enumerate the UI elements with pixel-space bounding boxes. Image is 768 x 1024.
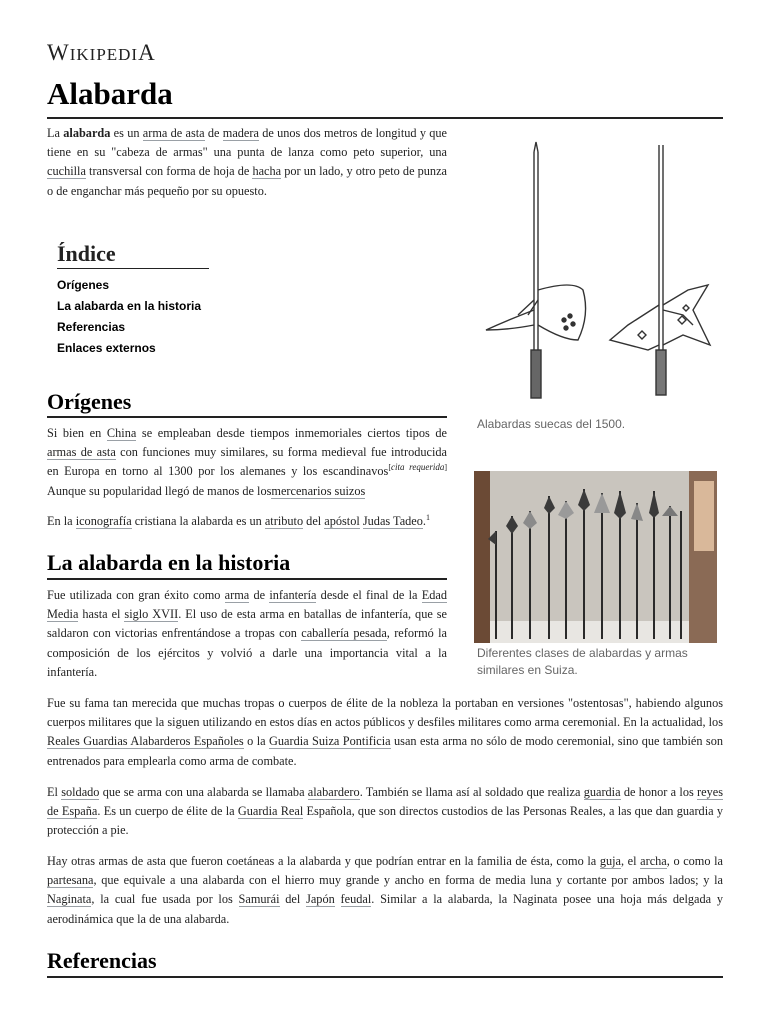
link-reales-guardias-alabarderos[interactable]: Reales Guardias Alabarderos Españoles xyxy=(47,734,244,749)
link-guja[interactable]: guja xyxy=(599,854,621,868)
link-feudal[interactable]: feudal xyxy=(340,892,372,907)
section-heading-historia: La alabarda en la historia xyxy=(47,550,291,575)
section-heading-referencias: Referencias xyxy=(47,948,157,973)
link-edad-media[interactable]: Edad Media xyxy=(47,588,447,622)
link-arma[interactable]: arma xyxy=(224,588,250,602)
origenes-paragraph-1: Si bien en China se empleaban desde tiempos inmemoriales ciertos tipos de armas de asta con funciones muy similares, su forma medieval fue introducida en Europa en torno al 1300 por los alemanes y los escandinavos[cita requerida] Aunque su popularidad llegó de manos de losmercenarios suizos xyxy=(47,426,447,498)
section-heading-origenes: Orígenes xyxy=(47,389,132,414)
halberds-photo-image[interactable] xyxy=(474,471,717,643)
historia-paragraph-1: Fue utilizada con gran éxito como arma de infantería desde el final de la Edad Media hasta el siglo XVII. El uso de esta arma en batallas de infantería, que se saldaron con victorias enfrentándose a tropas con caballería pesada, reformó la composición de los ejércitos y volvió a darle una importancia vital a la infantería. xyxy=(47,588,447,679)
link-samurai[interactable]: Samurái xyxy=(238,892,280,907)
link-guardia-real[interactable]: Guardia Real xyxy=(237,804,304,819)
link-china[interactable]: China xyxy=(106,426,137,440)
reference-1[interactable]: 1 xyxy=(426,512,430,522)
link-infanteria[interactable]: infantería xyxy=(269,588,317,602)
link-arma-de-asta[interactable]: arma de asta xyxy=(142,126,205,140)
link-partesana[interactable]: partesana xyxy=(47,873,94,888)
link-armas-de-asta[interactable]: armas de asta xyxy=(47,445,116,460)
link-guardia-suiza[interactable]: Guardia Suiza Pontificia xyxy=(269,734,391,749)
link-hacha[interactable]: hacha xyxy=(252,164,282,179)
link-apostol[interactable]: apóstol xyxy=(324,514,360,528)
link-siglo-xvii[interactable]: siglo XVII xyxy=(124,607,179,622)
toc-item-enlaces[interactable]: Enlaces externos xyxy=(57,341,156,355)
toc-item-referencias[interactable]: Referencias xyxy=(57,320,126,334)
link-guardia[interactable]: guardia xyxy=(583,785,621,799)
figure1-caption: Alabardas suecas del 1500. xyxy=(477,417,626,431)
link-japon[interactable]: Japón xyxy=(306,892,335,907)
title-rule xyxy=(47,117,723,119)
citation-needed[interactable]: cita requerida xyxy=(390,462,445,473)
link-judas-tadeo[interactable]: Judas Tadeo xyxy=(362,514,423,528)
historia-paragraph-3: El soldado que se arma con una alabarda se llamaba alabardero. También se llama así al soldado que realiza guardia de honor a los reyes de España. Es un cuerpo de élite de la Guardia Real Española, que son directos custodios de las Personas Reales, a las que dan guardia y protección a pie. xyxy=(47,785,723,838)
historia-paragraph-4: Hay otras armas de asta que fueron coetáneas a la alabarda y que podrían entrar en la familia de ésta, como la guja, el archa, o como la partesana, que equivale a una alabarda con el hierro muy grande y ancho en forma de media luna y cortante por ambos lados; y la Naginata, la cual fue usada por los Samurái del Japón feudal. Similar a la alabarda, la Naginata posee una hoja más delgada y aerodinámica que la de una alabarda. xyxy=(47,854,724,926)
link-madera[interactable]: madera xyxy=(222,126,259,140)
toc-heading: Índice xyxy=(57,241,116,266)
link-mercenarios-suizos[interactable]: mercenarios suizos xyxy=(271,483,366,498)
toc-item-historia[interactable]: La alabarda en la historia xyxy=(57,299,202,313)
toc-rule xyxy=(57,268,209,269)
historia-rule xyxy=(47,578,447,580)
referencias-rule xyxy=(47,976,723,978)
origenes-rule xyxy=(47,416,447,418)
toc-item-origenes[interactable]: Orígenes xyxy=(57,278,110,292)
link-caballeria-pesada[interactable]: caballería pesada xyxy=(301,626,387,641)
link-alabardero[interactable]: alabardero xyxy=(307,785,360,799)
link-atributo[interactable]: atributo xyxy=(264,514,304,528)
halberds-drawing-image[interactable] xyxy=(478,140,718,402)
link-cuchilla[interactable]: cuchilla xyxy=(47,164,86,179)
link-soldado[interactable]: soldado xyxy=(61,785,100,799)
intro-paragraph: La alabarda es un arma de asta de madera de unos dos metros de longitud y que tiene en su "cabeza de armas" una punta de lanza como peto superior, una cuchilla transversal con forma de hoja de hacha por un lado, y otro peto de punza o de enganchar más pequeño por su opuesto. xyxy=(47,126,448,198)
figure2-caption: Diferentes clases de alabardas y armas similares en Suiza. xyxy=(477,646,688,677)
link-iconografia[interactable]: iconografía xyxy=(75,514,132,528)
link-archa[interactable]: archa xyxy=(640,854,667,868)
link-naginata[interactable]: Naginata xyxy=(47,892,92,907)
page-title: Alabarda xyxy=(47,76,173,111)
wikipedia-logo[interactable]: WIKIPEDIA xyxy=(47,40,156,65)
link-reyes-de-espana[interactable]: reyes de España xyxy=(47,785,723,819)
historia-paragraph-2: Fue su fama tan merecida que muchas tropas o cuerpos de élite de la nobleza la portaban en versiones "ostentosas", habiendo algunos cuerpos militares que la siguen utilizando en estos días en actos públicos y desfiles militares como arma ceremonial. En la actualidad, los Reales Guardias Alabarderos Españoles o la Guardia Suiza Pontificia usan esta arma no sólo de modo ceremonial, sino que también son entrenados para emplearla como arma de combate. xyxy=(47,696,723,768)
origenes-paragraph-2: En la iconografía cristiana la alabarda es un atributo del apóstol Judas Tadeo.$^1$ xyxy=(47,512,430,528)
